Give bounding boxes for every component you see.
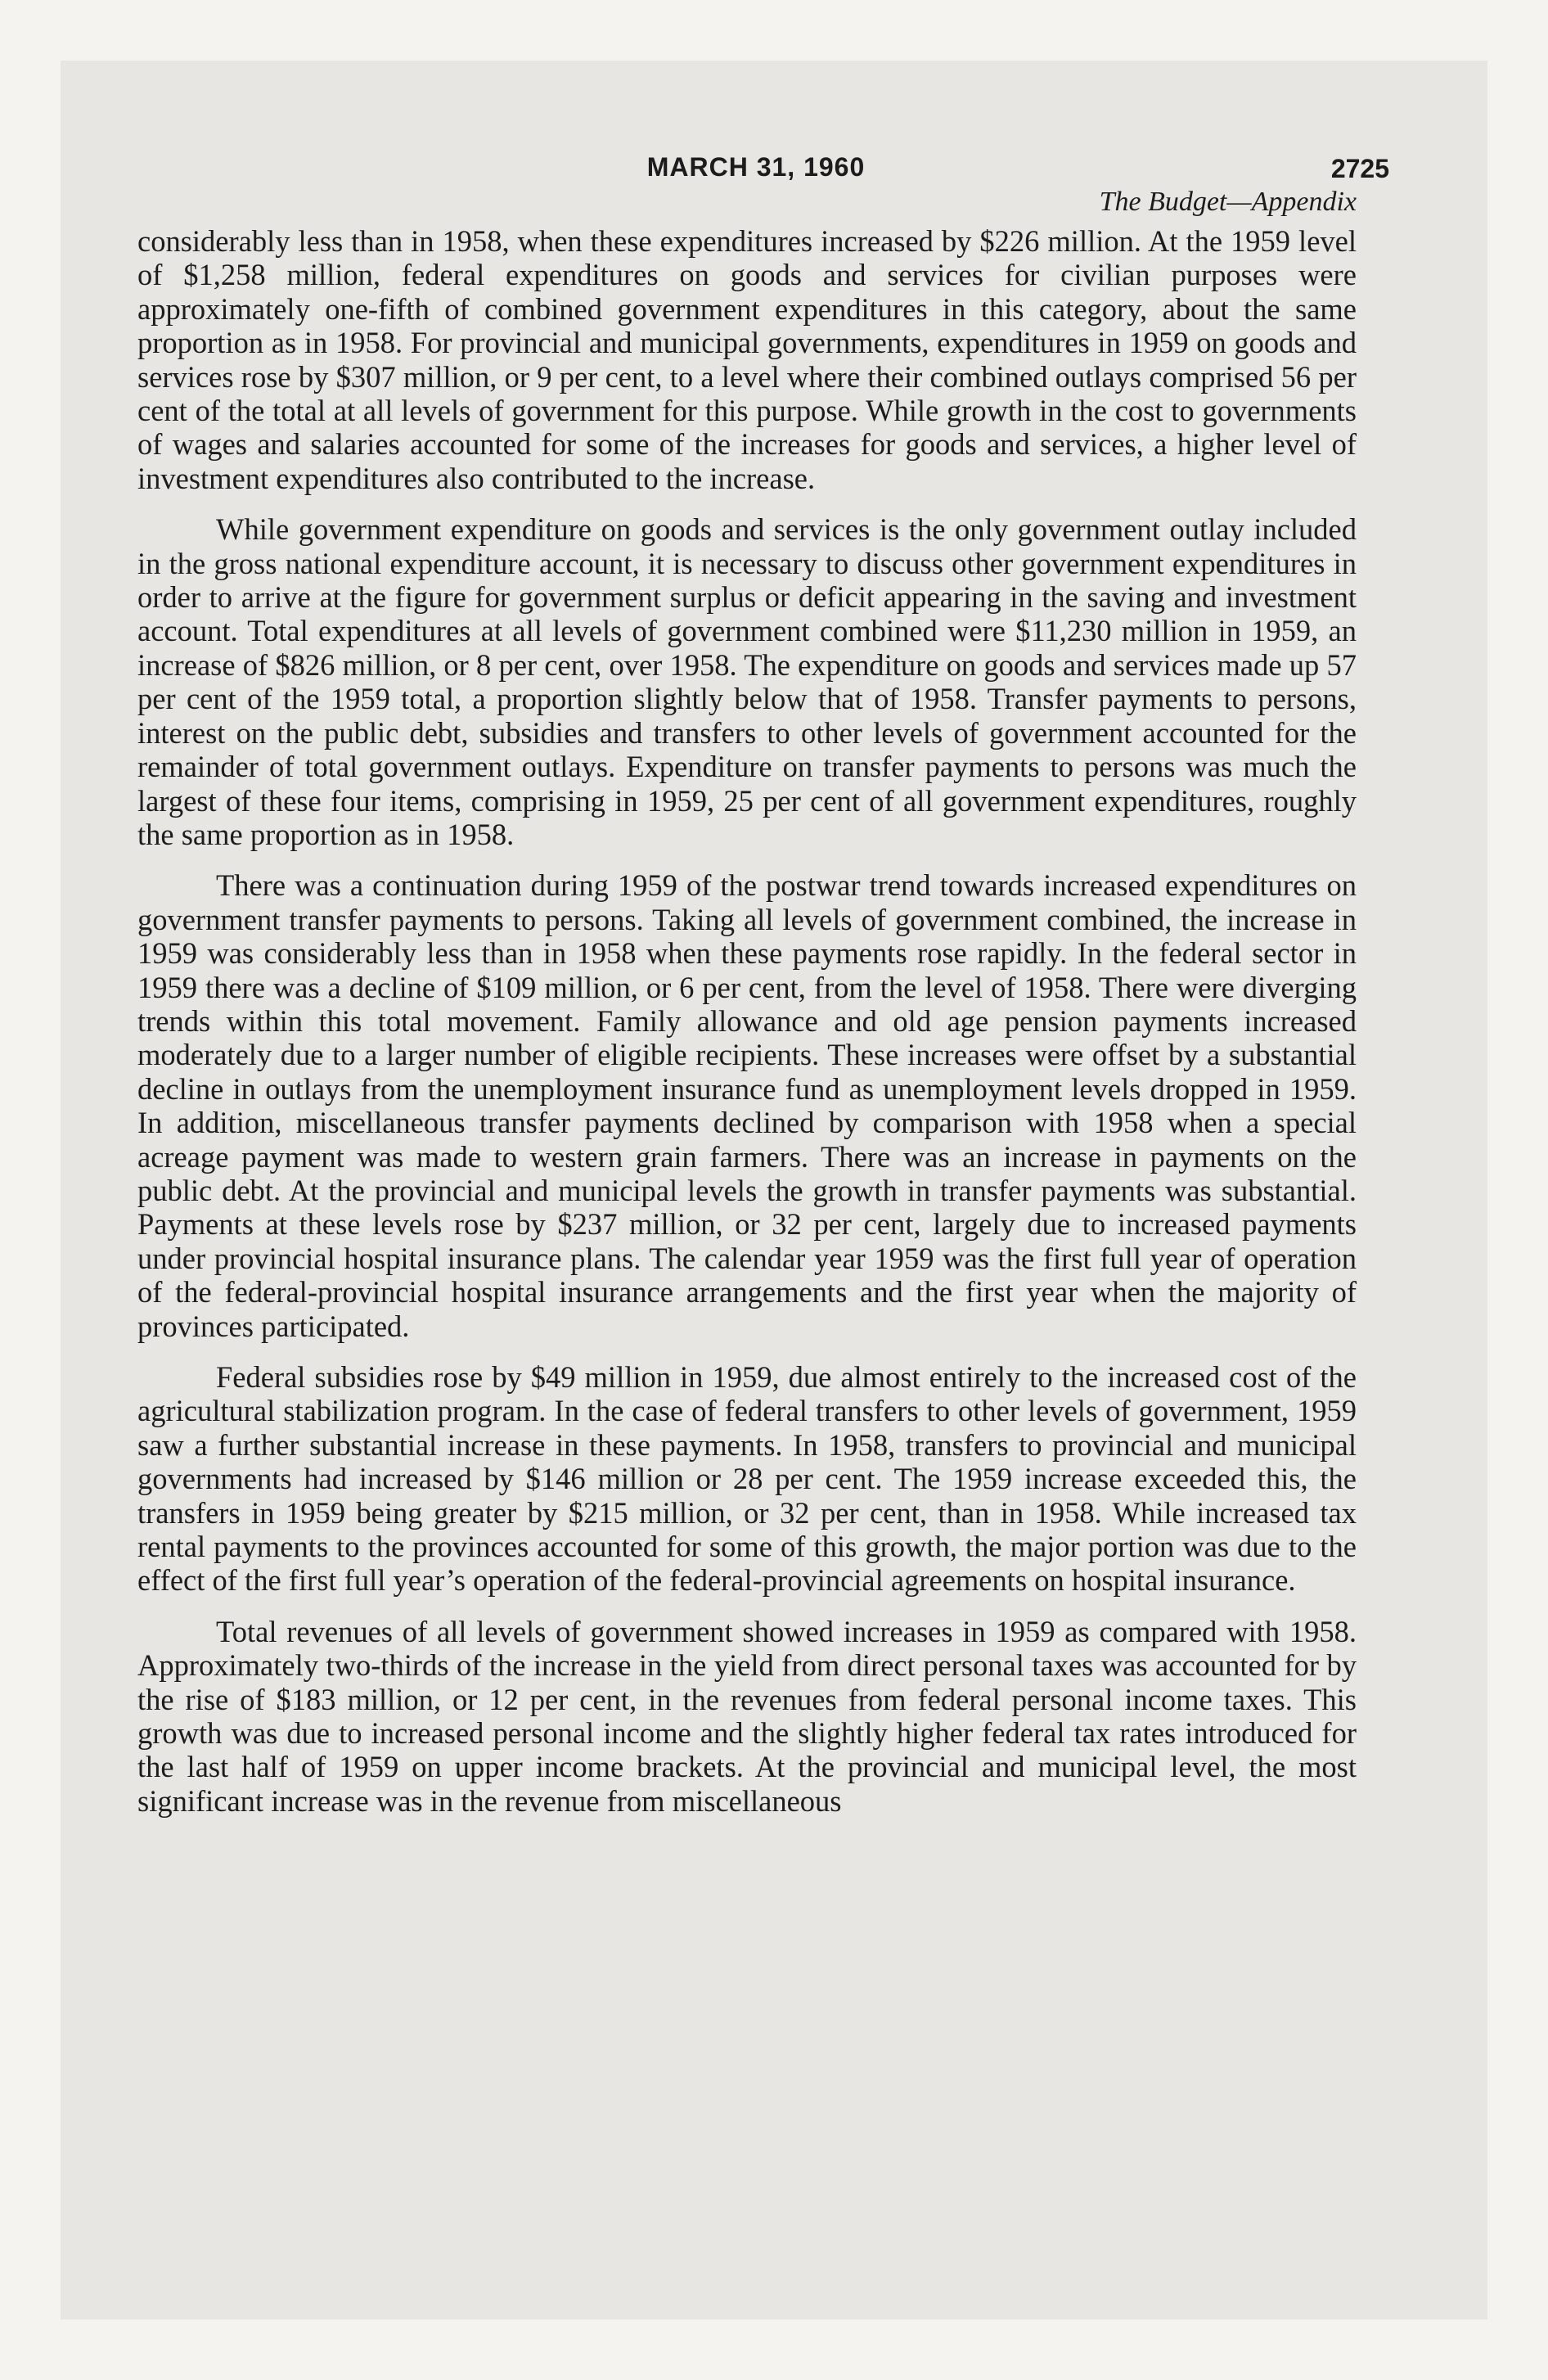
paragraph-1: considerably less than in 1958, when these expenditures increased by $226 million. At the 1959 level of $1,258 million, federal expenditures on goods and services for civilian purposes were approximately one-fifth of combined government expenditures in this category, about the same proportion as in 1958. For provincial and municipal governments, expenditures in 1959 on goods and services rose by $307 million, or 9 per cent, to a level where their combined outlays comprised 56 per cent of the total at all levels of government for this purpose. While growth in the cost to governments of wages and salaries accounted for some of the increases for goods and services, a higher level of investment expenditures also contributed to the increase. (137, 224, 1357, 495)
page-header (137, 152, 1389, 190)
running-head: MARCH 31, 1960 (646, 152, 866, 182)
paragraph-2: While government expenditure on goods and services is the only government outlay included in the gross national expenditure account, it is necessary to discuss other government expenditures in order to arrive at the figure for government surplus or deficit appearing in the saving and investment account. Total expenditures at all levels of government combined were $11,230 million in 1959, an increase of $826 million, or 8 per cent, over 1958. The expenditure on goods and services made up 57 per cent of the 1959 total, a proportion slightly below that of 1958. Transfer payments to persons, interest on the public debt, subsidies and transfers to other levels of government accounted for the remainder of total government outlays. Expenditure on transfer payments to persons was much the largest of these four items, comprising in 1959, 25 per cent of all government expenditures, roughly the same proportion as in 1958. (137, 512, 1357, 851)
page-number: 2725 (1330, 154, 1389, 183)
paragraph-4: Federal subsidies rose by $49 million in 1959, due almost entirely to the increased cost of the agricultural stabilization program. In the case of federal transfers to other levels of government, 1959 saw a further substantial increase in these payments. In 1958, transfers to provincial and municipal governments had increased by $146 million or 28 per cent. The 1959 increase exceeded this, the transfers in 1959 being greater by $215 million, or 32 per cent, than in 1958. While increased tax rental payments to the provinces accounted for some of this growth, the major portion was due to the effect of the first full year’s operation of the federal-provincial agreements on hospital insurance. (137, 1360, 1357, 1598)
paragraph-5: Total revenues of all levels of government showed increases in 1959 as compared with 1958. Approximately two-thirds of the increase in the yield from direct personal taxes was accounted for by the rise of $183 million, or 12 per cent, in the revenues from federal personal income taxes. This growth was due to increased personal income and the slightly higher federal tax rates introduced for the last half of 1959 on upper income brackets. At the provincial and municipal level, the most significant increase was in the revenue from miscellaneous (137, 1614, 1357, 1818)
body-text (137, 224, 1357, 1835)
section-title: The Budget—Appendix (1099, 187, 1357, 217)
paragraph-3: There was a continuation during 1959 of the postwar trend towards increased expenditures on government transfer payments to persons. Taking all levels of government combined, the increase in 1959 was considerably less than in 1958 when these payments rose rapidly. In the federal sector in 1959 there was a decline of $109 million, or 6 per cent, from the level of 1958. There were diverging trends within this total movement. Family allowance and old age pension payments increased moderately due to a larger number of eligible recipients. These increases were offset by a substantial decline in outlays from the unemployment insurance fund as unemployment levels dropped in 1959. In addition, miscellaneous transfer payments declined by comparison with 1958 when a special acreage payment was made to western grain farmers. There was an increase in payments on the public debt. At the provincial and municipal levels the growth in transfer payments was substantial. Payments at these levels rose by $237 million, or 32 per cent, largely due to increased payments under provincial hospital insurance plans. The calendar year 1959 was the first full year of operation of the federal-provincial hospital insurance arrangements and the first year when the majority of provinces participated. (137, 868, 1357, 1343)
